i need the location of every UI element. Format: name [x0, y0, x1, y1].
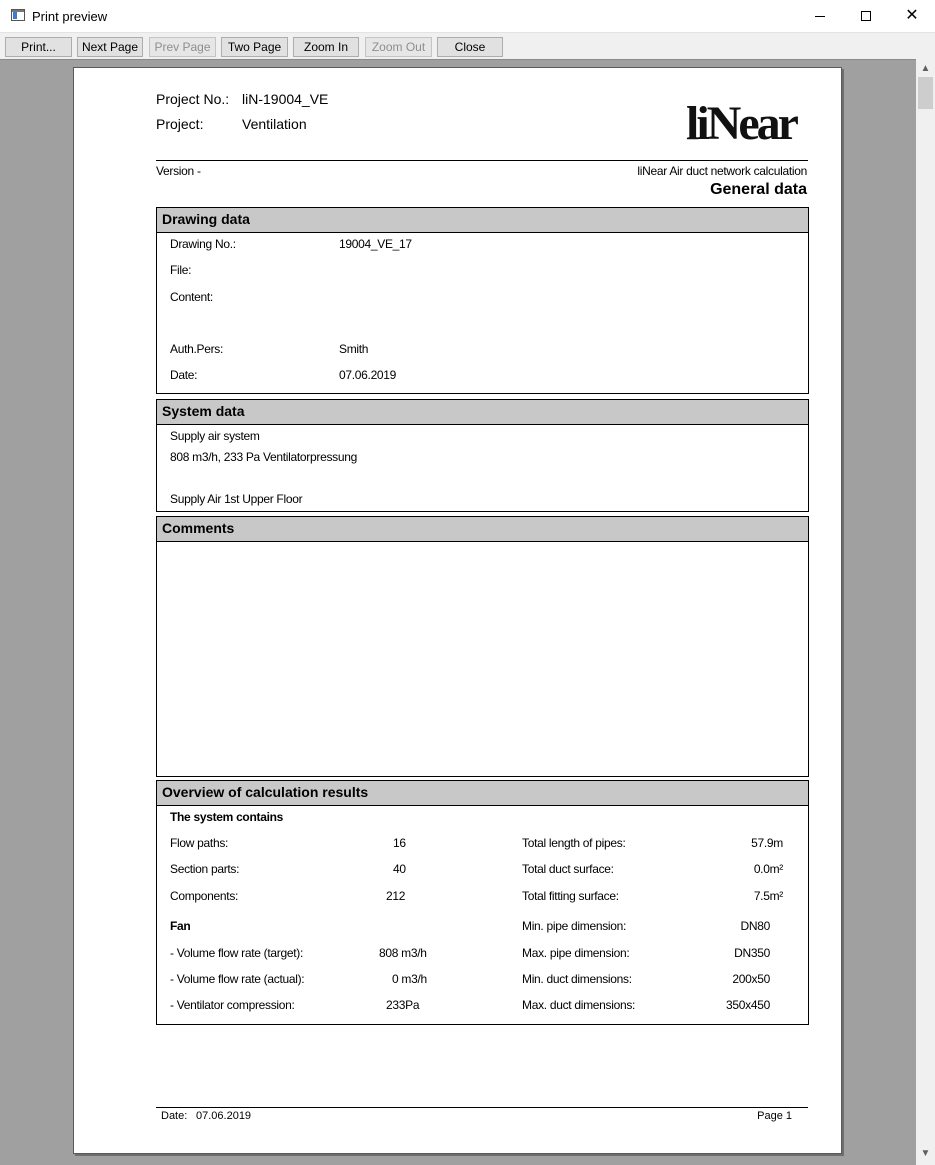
- close-window-button[interactable]: [889, 0, 935, 32]
- vertical-scrollbar[interactable]: [916, 59, 935, 1165]
- scroll-up-icon[interactable]: ▲: [920, 63, 931, 74]
- vfr-actual-value: 0 m3/h: [392, 972, 427, 986]
- window-icon: [11, 9, 25, 21]
- date-value: 07.06.2019: [339, 368, 397, 382]
- next-page-button[interactable]: Next Page: [77, 37, 143, 57]
- max-pipe-label: Max. pipe dimension:: [522, 946, 630, 960]
- toolbar: [0, 32, 935, 59]
- drawing-no-label: Drawing No.:: [170, 237, 236, 251]
- system-line-1: Supply air system: [170, 429, 260, 443]
- max-duct-label: Max. duct dimensions:: [522, 998, 636, 1012]
- components-label: Components:: [170, 889, 239, 903]
- title-bar: [0, 0, 935, 32]
- file-label: File:: [170, 263, 192, 277]
- vfr-actual-label: - Volume flow rate (actual):: [170, 972, 305, 986]
- auth-pers-label: Auth.Pers:: [170, 342, 224, 356]
- total-pipes-value: 57.9m: [751, 836, 783, 850]
- window-title: Print preview: [32, 9, 108, 24]
- page-title: General data: [710, 181, 807, 198]
- flow-paths-value: 16: [393, 836, 406, 850]
- linear-logo: liNear: [686, 97, 796, 150]
- flow-paths-label: Flow paths:: [170, 836, 229, 850]
- max-pipe-value: DN350: [734, 946, 770, 960]
- content-label: Content:: [170, 290, 213, 304]
- overview-section: [156, 780, 809, 1025]
- min-pipe-label: Min. pipe dimension:: [522, 919, 627, 933]
- close-button[interactable]: Close: [437, 37, 503, 57]
- auth-pers-value: Smith: [339, 342, 369, 356]
- footer-date-label: Date:: [161, 1110, 188, 1122]
- minimize-icon: [815, 16, 825, 17]
- comments-title: Comments: [157, 517, 808, 542]
- system-data-title: System data: [157, 400, 808, 425]
- total-fitting-value: 7.5m²: [753, 889, 783, 903]
- project-label: Project:: [156, 116, 204, 132]
- maximize-icon: [861, 11, 871, 21]
- comments-section: [156, 516, 809, 777]
- min-pipe-value: DN80: [740, 919, 770, 933]
- total-fitting-label: Total fitting surface:: [522, 889, 619, 903]
- app-name: liNear Air duct network calculation: [637, 164, 807, 178]
- drawing-data-section: [156, 207, 809, 394]
- vfr-target-label: - Volume flow rate (target):: [170, 946, 303, 960]
- section-parts-label: Section parts:: [170, 862, 240, 876]
- components-value: 212: [386, 889, 406, 903]
- two-page-button[interactable]: Two Page: [221, 37, 288, 57]
- header-divider: [156, 160, 808, 161]
- total-duct-value: 0.0m²: [753, 862, 783, 876]
- system-contains-label: The system contains: [170, 810, 284, 824]
- overview-title: Overview of calculation results: [157, 781, 808, 806]
- footer-date-value: 07.06.2019: [196, 1110, 252, 1122]
- system-line-2: 808 m3/h, 233 Pa Ventilatorpressung: [170, 450, 357, 464]
- fan-label: Fan: [170, 919, 191, 933]
- project-no-label: Project No.:: [156, 91, 230, 107]
- drawing-no-value: 19004_VE_17: [339, 237, 412, 251]
- footer-page-number: Page 1: [757, 1110, 792, 1122]
- zoom-in-button[interactable]: Zoom In: [293, 37, 359, 57]
- prev-page-button[interactable]: Prev Page: [149, 37, 216, 57]
- close-icon: ✕: [905, 7, 919, 24]
- project-value: Ventilation: [242, 116, 307, 132]
- vent-compression-label: - Ventilator compression:: [170, 998, 295, 1012]
- print-button[interactable]: Print...: [5, 37, 72, 57]
- drawing-data-title: Drawing data: [157, 208, 808, 233]
- total-duct-label: Total duct surface:: [522, 862, 614, 876]
- project-no-value: liN-19004_VE: [242, 91, 329, 107]
- version-label: Version -: [156, 164, 201, 178]
- max-duct-value: 350x450: [726, 998, 770, 1012]
- system-line-3: Supply Air 1st Upper Floor: [170, 492, 303, 506]
- section-parts-value: 40: [393, 862, 406, 876]
- date-label: Date:: [170, 368, 198, 382]
- scroll-thumb[interactable]: [918, 77, 933, 109]
- vent-compression-value: 233Pa: [386, 998, 420, 1012]
- vfr-target-value: 808 m3/h: [379, 946, 427, 960]
- footer-divider: [156, 1107, 808, 1108]
- preview-page: [73, 67, 842, 1154]
- total-pipes-label: Total length of pipes:: [522, 836, 626, 850]
- zoom-out-button[interactable]: Zoom Out: [365, 37, 432, 57]
- scroll-down-icon[interactable]: ▼: [920, 1148, 931, 1159]
- system-data-section: [156, 399, 809, 512]
- maximize-button[interactable]: [843, 0, 889, 32]
- min-duct-label: Min. duct dimensions:: [522, 972, 632, 986]
- min-duct-value: 200x50: [732, 972, 770, 986]
- minimize-button[interactable]: [797, 0, 843, 32]
